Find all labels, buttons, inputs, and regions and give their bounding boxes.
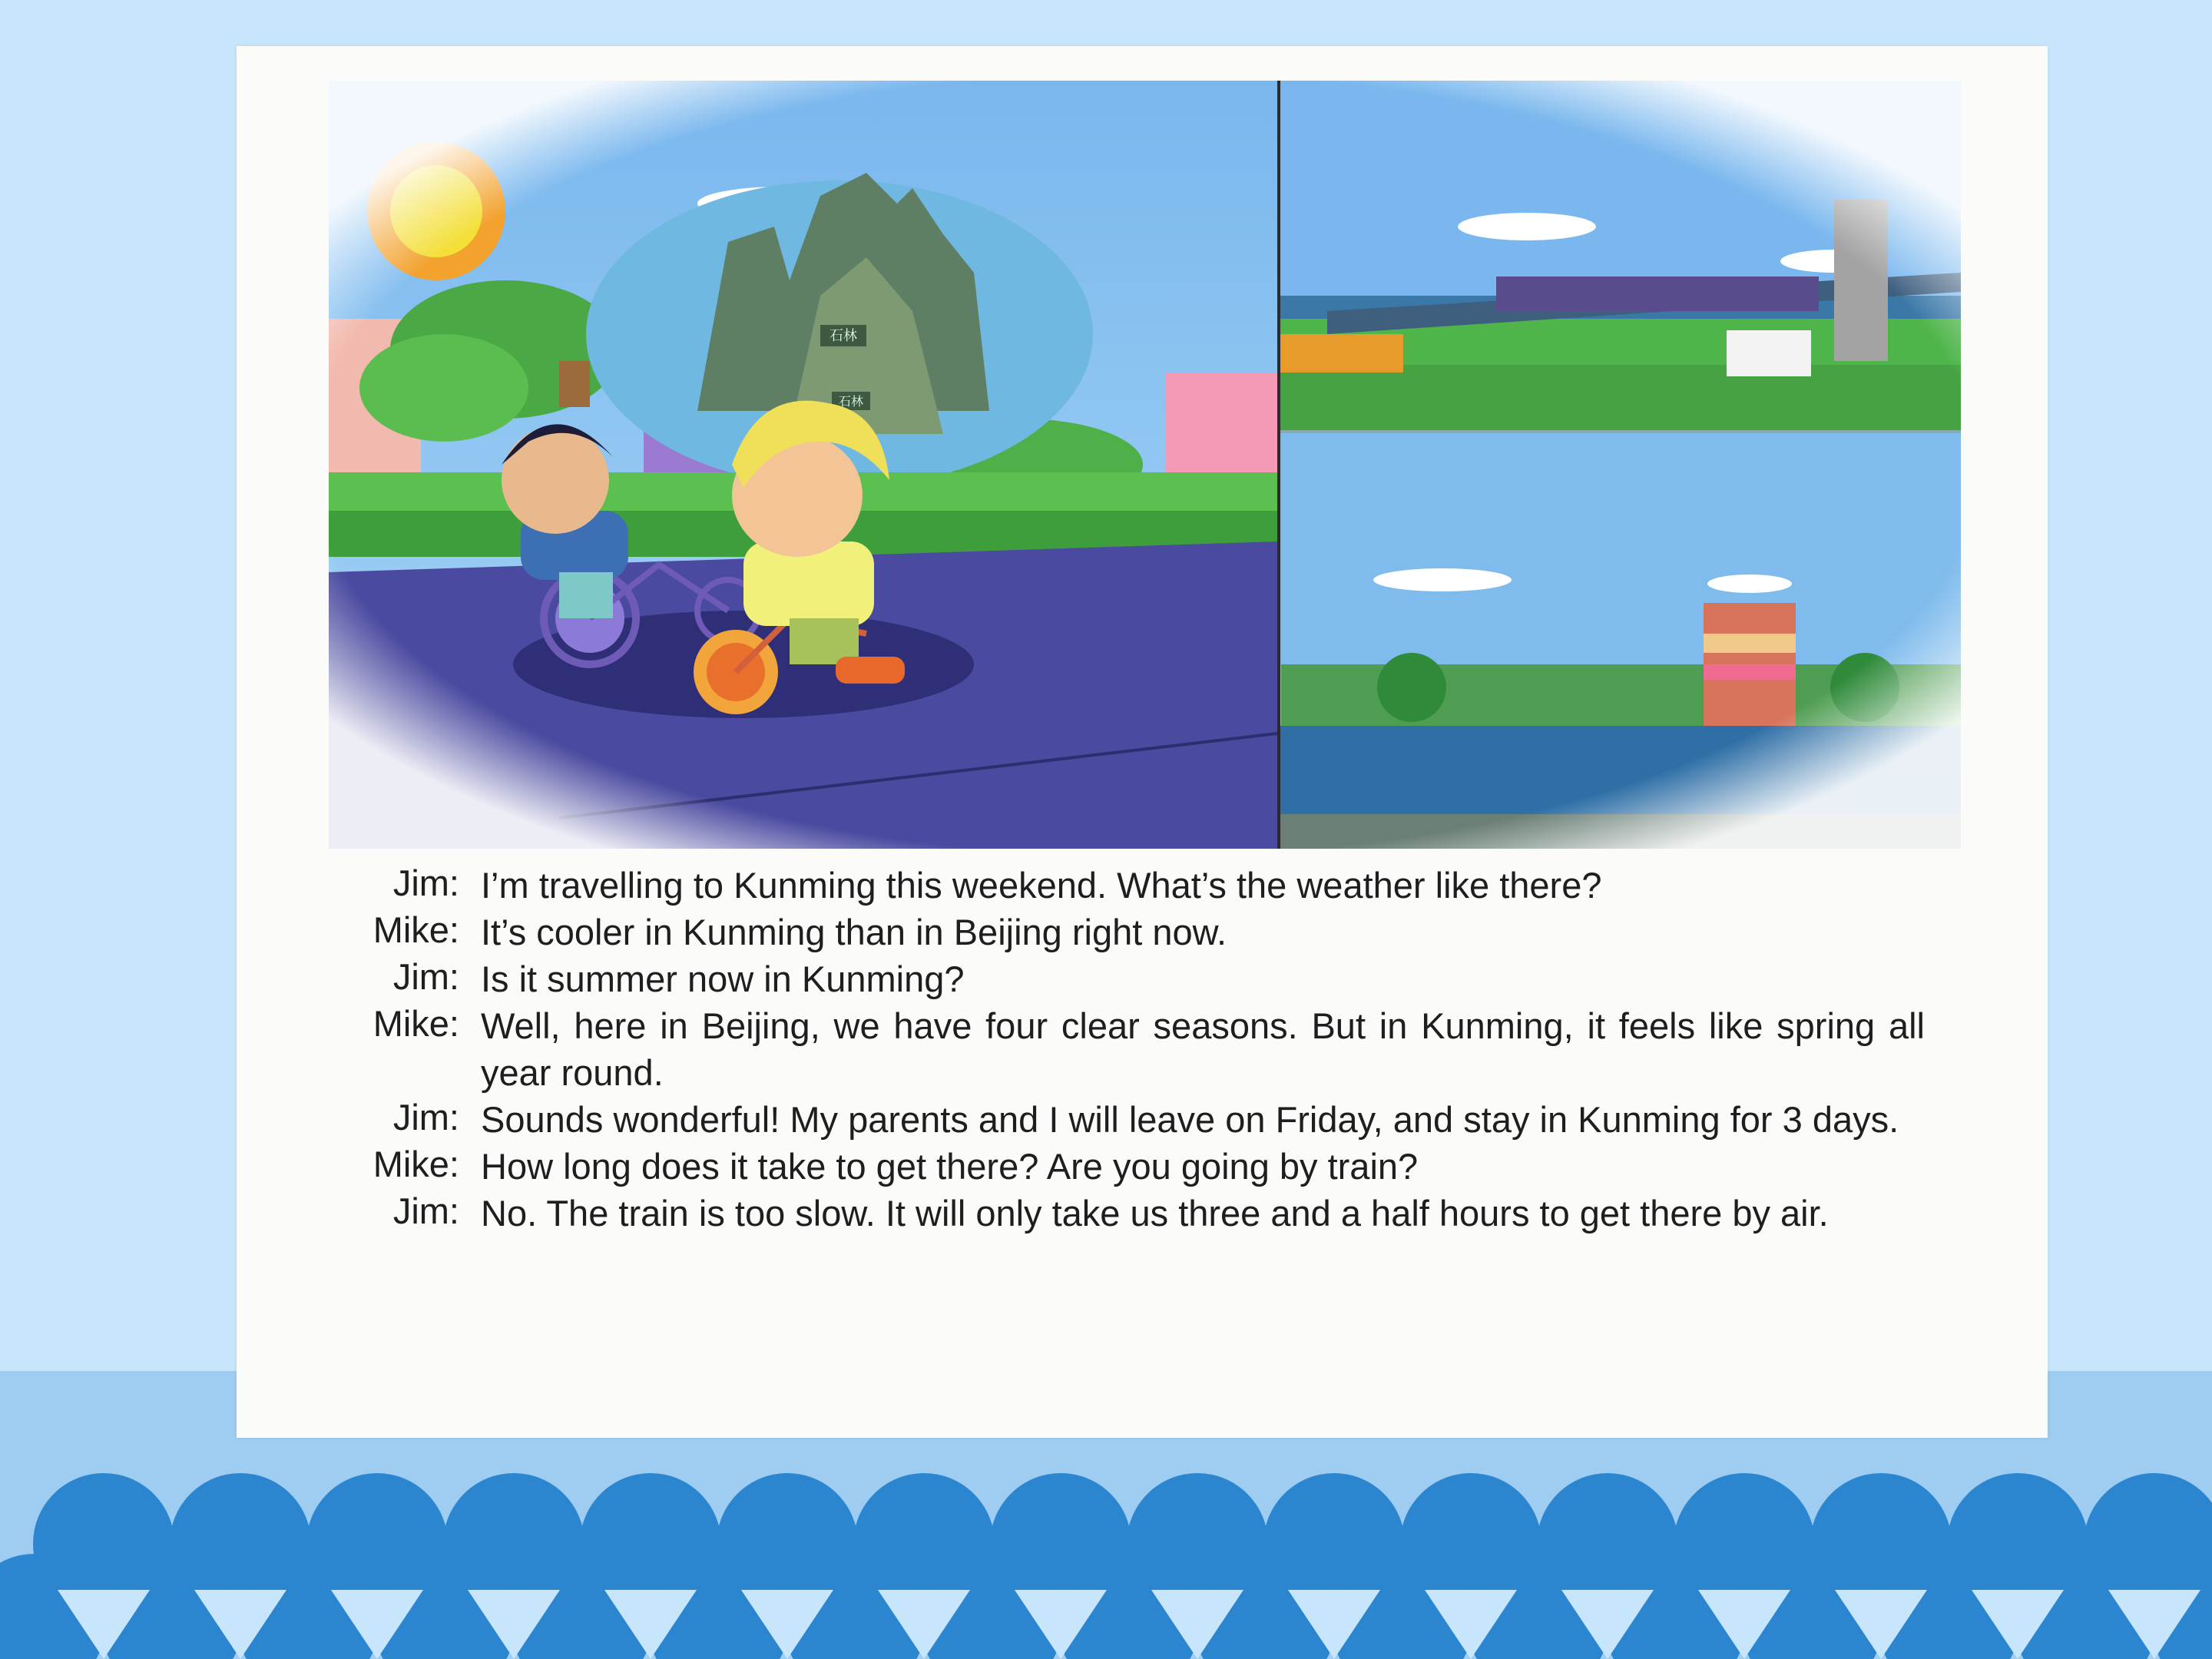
utterance-text: It’s cooler in Kunming than in Beijing right now. bbox=[481, 912, 1227, 952]
utterance-text: How long does it take to get there? Are you going by train? bbox=[481, 1146, 1419, 1187]
textbook-page bbox=[237, 46, 2048, 1438]
utterance-text: Is it summer now in Kunming? bbox=[481, 959, 965, 999]
dialogue bbox=[237, 862, 2048, 1237]
utterance-text: I’m travelling to Kunming this weekend. What’s the weather like there? bbox=[481, 865, 1602, 906]
dialogue-line bbox=[237, 1143, 2048, 1190]
speaker-name: Jim: bbox=[392, 1097, 459, 1137]
speaker-name: Jim: bbox=[392, 956, 459, 997]
textbook-illustration bbox=[329, 81, 1961, 849]
speaker-name: Mike: bbox=[373, 909, 459, 950]
utterance-text: Sounds wonderful! My parents and I will leave on Friday, and stay in Kunming for 3 days. bbox=[481, 1099, 1899, 1140]
dialogue-line bbox=[237, 1190, 2048, 1237]
speaker-name: Jim: bbox=[392, 863, 459, 903]
speaker-name: Jim: bbox=[392, 1190, 459, 1231]
utterance-text: No. The train is too slow. It will only take us three and a half hours to get there by air. bbox=[481, 1193, 1829, 1233]
dialogue-line bbox=[237, 955, 2048, 1002]
utterance-text: Well, here in Beijing, we have four clear seasons. But in Kunming, it feels like spring all year round. bbox=[481, 1005, 1925, 1093]
dialogue-line bbox=[237, 1096, 2048, 1143]
dialogue-line bbox=[237, 862, 2048, 909]
speaker-name: Mike: bbox=[373, 1003, 459, 1044]
scallop-decoration bbox=[0, 1459, 2212, 1659]
dialogue-line bbox=[237, 1002, 2048, 1096]
speaker-name: Mike: bbox=[373, 1144, 459, 1184]
dialogue-line bbox=[237, 909, 2048, 955]
